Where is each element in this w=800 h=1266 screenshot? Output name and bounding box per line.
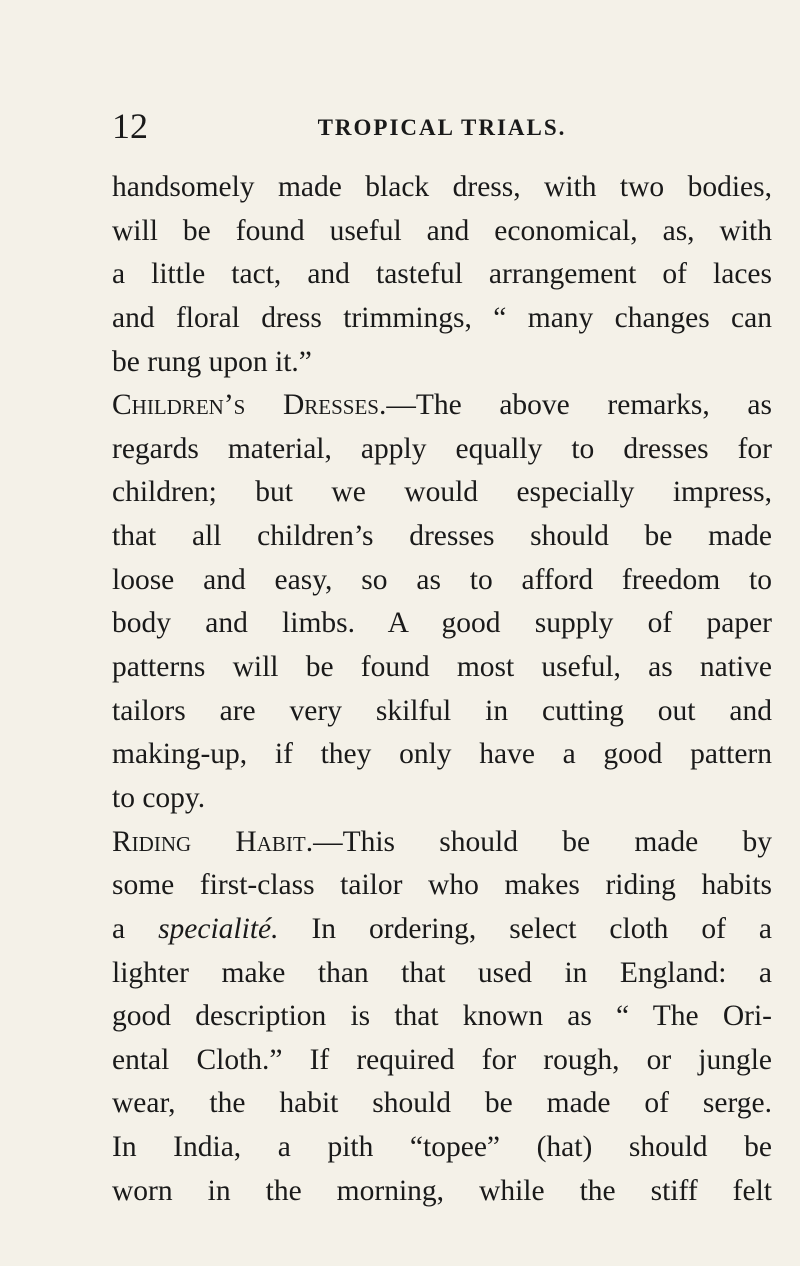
text-line: that all children’s dresses should be made xyxy=(112,520,772,553)
text-line: worn in the morning, while the stiff felt xyxy=(112,1174,772,1207)
page-number: 12 xyxy=(112,106,148,146)
text-line: some first-class tailor who makes riding habits xyxy=(112,869,772,902)
section-heading-line xyxy=(112,384,772,428)
text-line: making-up, if they only have a good pattern xyxy=(112,738,772,771)
text-run: —The above remarks, as xyxy=(386,389,772,422)
text-line: tailors are very skilful in cutting out and xyxy=(112,694,772,727)
text-line: patterns will be found most useful, as native xyxy=(112,651,772,684)
text-line: will be found useful and economical, as, with xyxy=(112,214,772,247)
section-heading-line xyxy=(112,821,772,865)
running-head: TROPICAL TRIALS. xyxy=(317,115,567,140)
text-line: children; but we would especially impress, xyxy=(112,476,772,509)
text-line: good description is that known as “ The Ori- xyxy=(112,1000,772,1033)
section-heading-riding-habit: Riding Habit. xyxy=(112,825,314,858)
text-line: lighter make than that used in England: a xyxy=(112,956,772,989)
body-text xyxy=(112,166,772,1213)
text-line xyxy=(112,908,772,952)
italic-term: specialité. xyxy=(158,912,279,945)
text-line: In India, a pith “topee” (hat) should be xyxy=(112,1131,772,1164)
text-line: to copy. xyxy=(112,781,206,814)
text-line: loose and easy, so as to afford freedom to xyxy=(112,563,772,596)
page-header xyxy=(112,104,772,148)
text-run: In ordering, select cloth of a xyxy=(278,912,772,945)
text-line: a little tact, and tasteful arrangement of laces xyxy=(112,258,772,291)
text-line: wear, the habit should be made of serge. xyxy=(112,1087,772,1120)
section-heading-childrens-dresses: Children’s Dresses. xyxy=(112,389,387,422)
text-line: and floral dress trimmings, “ many changes can xyxy=(112,301,772,334)
text-line: ental Cloth.” If required for rough, or jungle xyxy=(112,1043,772,1076)
text-line: regards material, apply equally to dresses for xyxy=(112,432,772,465)
text-line: body and limbs. A good supply of paper xyxy=(112,607,772,640)
text-run: —This should be made by xyxy=(313,825,772,858)
text-line: be rung upon it.” xyxy=(112,345,312,378)
text-line: handsomely made black dress, with two bodies, xyxy=(112,171,772,203)
text-run: a xyxy=(112,912,159,945)
